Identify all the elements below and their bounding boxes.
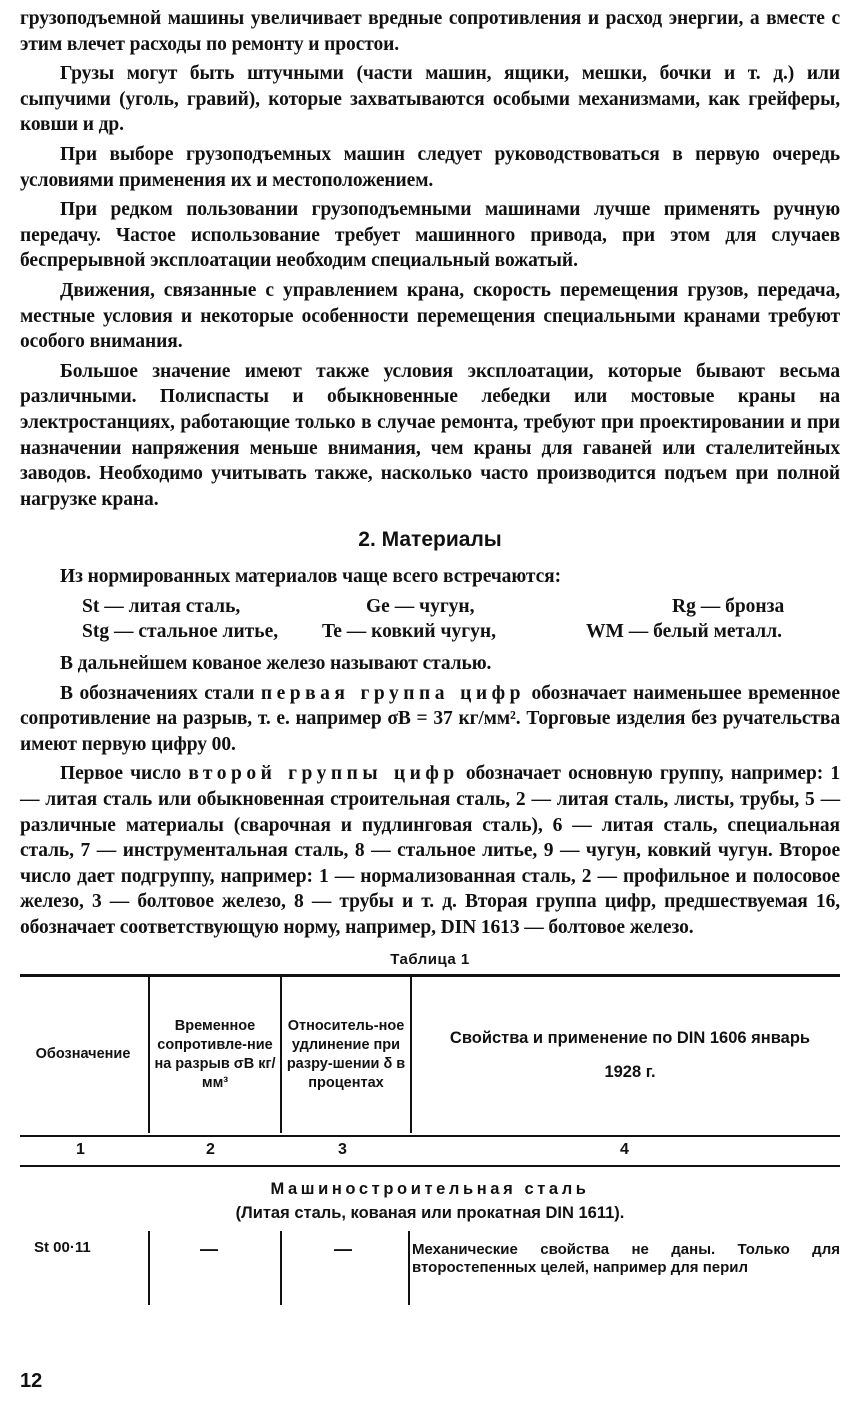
header-strength: Временное сопротивле-ние на разрыв σB кг/мм³ — [154, 1017, 276, 1091]
paragraph-rest: обозначает основную группу, например: 1 — литая сталь или обыкновенная строительная сталь, 2 — литая сталь, листы, трубы, 5 — различные материалы (сварочная и пудлинговая сталь), 6 — литая сталь, специальная сталь, 7 — инструментальная сталь, 8 — стальное литье, 9 — чугун, ковкий чугун. Второе число дает подгруппу, например: 1 — нормализованная сталь, 2 — профильное и полосовое железо, 3 — болтовое железо, 8 — трубы и т. д. Вторая группа цифр, предшествуемая 16, обозначает соответствующую норму, например, DIN 1613 — болтовое железо. — [20, 763, 840, 938]
materials-list — [82, 594, 840, 645]
header-elongation: Относитель-ное удлинение при разру-шении δ в процентах — [286, 1017, 406, 1091]
cell-elongation: — — [334, 1238, 352, 1259]
material-item: Ge — чугун, — [366, 595, 475, 617]
header-designation: Обозначение — [35, 1046, 131, 1063]
column-divider — [280, 1231, 282, 1305]
page-number: 12 — [20, 1370, 43, 1392]
material-item: Te — ковкий чугун, — [322, 621, 496, 643]
paragraph: Большое значение имеют также условия эксплоатации, которые бывают весьма различными. Полиспасты и обыкновенные лебедки или мостовые краны на электростанциях, работающие только в случае ремонта, требуют при проектировании и при назначении напряжения меньше внимания, чем краны для гаваней или сталелитейных заводов. Необходимо учитывать также, насколько часто производится подъем при полной нагрузке крана. — [20, 360, 840, 510]
paragraph: При редком пользовании грузоподъемными машинами лучше применять ручную передачу. Частое использование требует машинного привода, при этом для случаев беспрерывной эксплоатации необходим специальный вожатый. — [20, 199, 840, 272]
paragraph-lead: В обозначениях стали — [60, 682, 255, 704]
paragraph-rest: обозначает наименьшее временное сопротивление на разрыв, т. е. например σB = 37 кг/мм². Торговые изделия без ручательства имеют первую цифру 00. — [20, 682, 840, 755]
page — [20, 6, 840, 1323]
column-divider — [408, 1231, 410, 1305]
table-section-title: Машиностроительная сталь (Литая сталь, кованая или прокатная DIN 1611). — [235, 1179, 625, 1222]
column-number: 4 — [620, 1140, 629, 1158]
header-properties: Свойства и применение по DIN 1606 январь 1928 г. — [449, 1028, 811, 1081]
column-divider — [410, 977, 412, 1133]
paragraph-second-group — [20, 761, 840, 940]
table-caption: Таблица 1 — [390, 950, 470, 968]
column-divider — [280, 977, 282, 1133]
paragraph: При выборе грузоподъемных машин следует руководствоваться в первую очередь условиями применения их и местоположением. — [20, 143, 840, 191]
cell-strength: — — [200, 1238, 218, 1259]
spaced-emphasis: первая группа цифр — [260, 682, 525, 704]
column-number: 1 — [76, 1140, 85, 1158]
material-item: Rg — бронза — [672, 595, 785, 617]
spaced-emphasis: второй группы цифр — [188, 763, 459, 785]
column-number: 3 — [338, 1140, 347, 1158]
column-numbers-row — [20, 1137, 840, 1165]
cell-description: Механические свойства не даны. Только для второстепенных целей, например для перил — [412, 1240, 840, 1276]
table-rule — [20, 1165, 840, 1167]
table-header — [20, 974, 840, 1135]
materials-intro: Из нормированных материалов чаще всего встречаются: — [60, 566, 561, 588]
paragraph-forged-iron: В дальнейшем кованое железо называют сталью. — [60, 653, 492, 675]
section-heading: 2. Материалы — [358, 528, 502, 552]
paragraph: Грузы могут быть штучными (части машин, ящики, мешки, бочки и т. д.) или сыпучими (уголь, гравий), которые захватываются особыми механизмами, как грейферы, ковши и др. — [20, 63, 840, 136]
material-item: St — литая сталь, — [82, 595, 241, 617]
table-row — [20, 1231, 840, 1323]
material-item: WM — белый металл. — [586, 621, 783, 643]
column-number: 2 — [206, 1140, 215, 1158]
column-divider — [148, 1231, 150, 1305]
paragraph-lead: Первое число — [60, 763, 182, 785]
paragraph: Движения, связанные с управлением крана, скорость перемещения грузов, передача, местные условия и некоторые особенности перемещения специальными кранами требуют особого внимания. — [20, 279, 840, 353]
paragraph-first-group — [20, 681, 840, 758]
column-divider — [148, 977, 150, 1133]
paragraph: грузоподъемной машины увеличивает вредные сопротивления и расход энергии, а вместе с этим влечет расходы по ремонту и простои. — [20, 8, 840, 55]
table-section-subtitle: (Литая сталь, кованая или прокатная DIN 1611). — [235, 1203, 625, 1222]
cell-designation: St 00·11 — [34, 1238, 91, 1256]
material-item: Stg — стальное литье, — [82, 621, 279, 643]
